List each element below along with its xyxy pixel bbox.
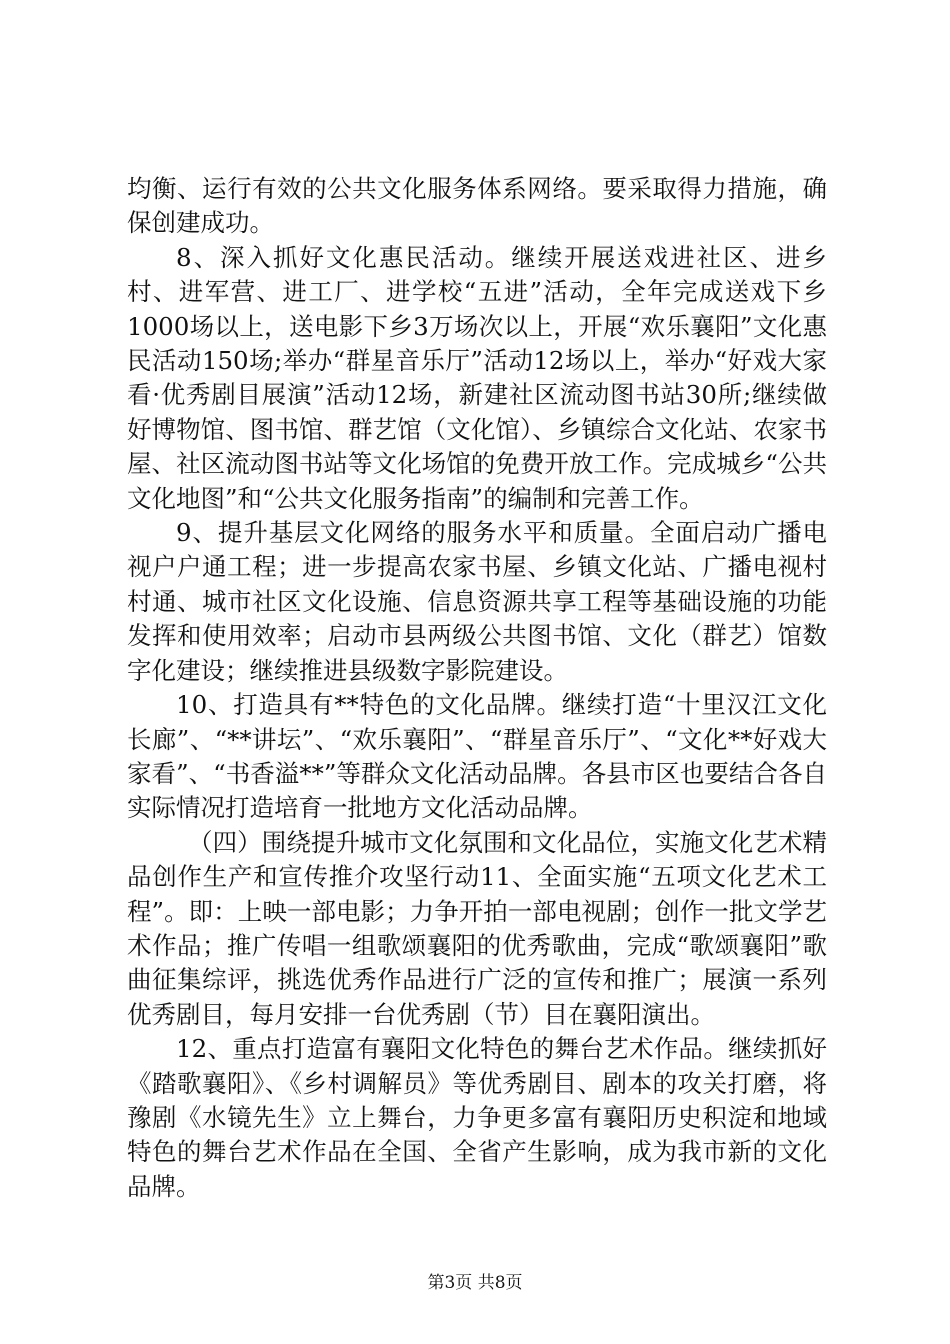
paragraph-item-12: 12、重点打造富有襄阳文化特色的舞台艺术作品。继续抓好《踏歌襄阳》、《乡村调解员》等优秀剧目、剧本的攻关打磨，将豫剧《水镜先生》立上舞台，力争更多富有襄阳历史积淀和地域特色的舞台艺术作品在全国、全省产生影响，成为我市新的文化品牌。 [127,1034,827,1201]
paragraph-item-9: 9、提升基层文化网络的服务水平和质量。全面启动广播电视户户通工程；进一步提高农家书屋、乡镇文化站、广播电视村村通、城市社区文化设施、信息资源共享工程等基础设施的功能发挥和使用效率；启动市县两级公共图书馆、文化（群艺）馆数字化建设；继续推进县级数字影院建设。 [127,518,827,685]
paragraph-continuation: 均衡、运行有效的公共文化服务体系网络。要采取得力措施，确保创建成功。 [127,174,827,238]
page-footer: 第3页 共8页 [427,1273,523,1293]
document-body [127,172,827,1204]
paragraph-item-8: 8、深入抓好文化惠民活动。继续开展送戏进社区、进乡村、进军营、进工厂、进学校“五进”活动，全年完成送戏下乡1000场以上，送电影下乡3万场次以上，开展“欢乐襄阳”文化惠民活动150场;举办“群星音乐厅”活动12场以上，举办“好戏大家看·优秀剧目展演”活动12场，新建社区流动图书站30所;继续做好博物馆、图书馆、群艺馆（文化馆）、乡镇综合文化站、农家书屋、社区流动图书站等文化场馆的免费开放工作。完成城乡“公共文化地图”和“公共文化服务指南”的编制和完善工作。 [127,242,827,513]
paragraph-item-10: 10、打造具有**特色的文化品牌。继续打造“十里汉江文化长廊”、“**讲坛”、“欢乐襄阳”、“群星音乐厅”、“文化**好戏大家看”、“书香溢**”等群众文化活动品牌。各县市区也要结合各自实际情况打造培育一批地方文化活动品牌。 [127,690,827,823]
paragraph-section-4: （四）围绕提升城市文化氛围和文化品位，实施文化艺术精品创作生产和宣传推介攻坚行动11、全面实施“五项文化艺术工程”。即：上映一部电影；力争开拍一部电视剧；创作一批文学艺术作品；推广传唱一组歌颂襄阳的优秀歌曲，完成“歌颂襄阳”歌曲征集综评，挑选优秀作品进行广泛的宣传和推广；展演一系列优秀剧目，每月安排一台优秀剧（节）目在襄阳演出。 [127,827,827,1029]
